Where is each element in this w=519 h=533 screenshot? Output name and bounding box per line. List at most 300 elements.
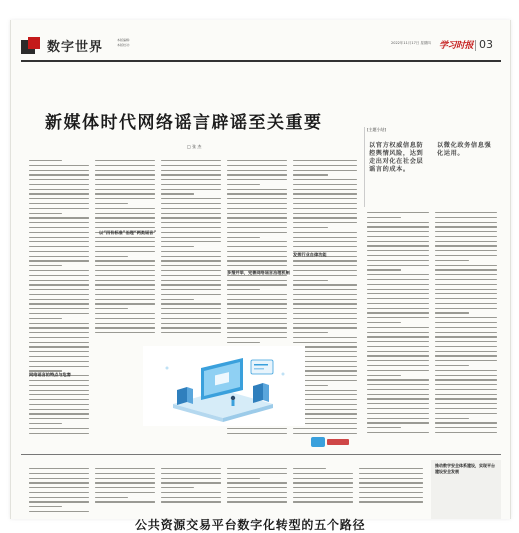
text-line	[29, 294, 89, 295]
text-line	[161, 232, 221, 233]
text-line	[95, 165, 155, 166]
text-line	[161, 289, 221, 290]
text-line	[435, 317, 497, 318]
text-line	[161, 208, 221, 209]
text-line	[435, 212, 497, 213]
text-line	[227, 265, 287, 266]
text-line	[435, 284, 497, 285]
text-line	[95, 198, 155, 199]
text-line	[227, 289, 260, 290]
text-line	[435, 308, 497, 309]
text-line	[95, 294, 155, 295]
text-line	[95, 270, 155, 271]
text-line	[367, 222, 429, 223]
text-line	[367, 293, 429, 294]
text-line	[29, 189, 89, 190]
text-line	[227, 323, 287, 324]
text-line	[293, 284, 357, 285]
text-line	[29, 366, 89, 367]
text-line	[161, 198, 221, 199]
text-line	[227, 208, 287, 209]
text-line	[161, 170, 221, 171]
text-line	[161, 299, 194, 300]
text-line	[161, 179, 221, 180]
text-line	[293, 318, 357, 319]
text-line	[367, 418, 429, 419]
text-line	[227, 232, 287, 233]
text-line	[367, 245, 429, 246]
text-line	[95, 299, 155, 300]
text-line	[29, 356, 89, 357]
text-line	[29, 418, 89, 419]
text-line	[293, 497, 353, 498]
text-line	[227, 303, 287, 304]
text-line	[293, 179, 357, 180]
text-line	[293, 478, 353, 479]
text-line	[161, 313, 221, 314]
text-column-10	[161, 468, 221, 508]
text-line	[367, 317, 429, 318]
subhead-2: 以“四有标准”治理“两类谣言”	[99, 230, 157, 235]
text-line	[95, 184, 155, 185]
text-line	[367, 231, 429, 232]
text-line	[435, 217, 497, 218]
text-line	[367, 389, 429, 390]
text-line	[227, 280, 287, 281]
text-line	[29, 394, 89, 395]
text-line	[435, 279, 497, 280]
text-line	[367, 351, 429, 352]
text-line	[435, 255, 497, 256]
text-line	[227, 497, 287, 498]
text-line	[367, 308, 429, 309]
text-line	[95, 251, 155, 252]
text-line	[227, 318, 287, 319]
text-line	[367, 279, 429, 280]
text-line	[29, 184, 89, 185]
text-line	[29, 246, 89, 247]
text-line	[227, 478, 260, 479]
text-line	[161, 482, 221, 483]
second-article-headline: 公共资源交易平台数字化转型的五个路径	[135, 518, 366, 532]
text-line	[293, 313, 357, 314]
text-line	[95, 256, 128, 257]
text-line	[227, 179, 287, 180]
text-line	[367, 303, 429, 304]
text-line	[227, 241, 287, 242]
text-line	[435, 222, 497, 223]
text-line	[95, 313, 155, 314]
text-line	[29, 404, 89, 405]
text-line	[293, 468, 326, 469]
text-line	[29, 203, 89, 204]
text-line	[367, 289, 429, 290]
section-logo	[21, 36, 103, 55]
text-line	[29, 361, 89, 362]
text-line	[29, 241, 89, 242]
text-line	[29, 492, 89, 493]
text-line	[161, 160, 221, 161]
text-line	[227, 294, 287, 295]
text-line	[435, 370, 497, 371]
masthead	[21, 36, 501, 58]
text-line	[227, 482, 287, 483]
section-mark-icon	[21, 37, 43, 55]
text-line	[227, 213, 287, 214]
text-line	[367, 375, 401, 376]
issue-date: 2022年11月17日 星期四	[391, 41, 431, 45]
text-line	[435, 355, 497, 356]
text-line	[227, 227, 287, 228]
text-line	[227, 251, 287, 252]
text-line	[95, 501, 155, 502]
text-column-1	[29, 160, 89, 440]
text-line	[435, 384, 497, 385]
text-column-9	[95, 468, 155, 508]
text-line	[367, 322, 401, 323]
text-line	[161, 294, 221, 295]
text-line	[95, 289, 155, 290]
text-line	[95, 260, 155, 261]
text-line	[29, 497, 89, 498]
text-line	[227, 487, 287, 488]
text-line	[95, 323, 155, 324]
text-line	[161, 303, 221, 304]
text-line	[161, 501, 221, 502]
text-line	[227, 184, 260, 185]
text-line	[227, 189, 287, 190]
text-line	[29, 299, 89, 300]
text-line	[367, 341, 429, 342]
text-line	[95, 170, 155, 171]
text-line	[293, 213, 357, 214]
text-line	[293, 487, 353, 488]
text-line	[161, 478, 221, 479]
text-line	[29, 237, 89, 238]
text-line	[367, 398, 429, 399]
text-line	[95, 213, 155, 214]
text-line	[161, 260, 221, 261]
text-line	[227, 468, 287, 469]
text-line	[435, 332, 497, 333]
section-title: 数字世界	[47, 40, 104, 55]
text-line	[29, 260, 89, 261]
text-line	[367, 260, 429, 261]
text-line	[227, 174, 287, 175]
text-line	[227, 313, 287, 314]
text-line	[29, 289, 89, 290]
text-line	[227, 327, 287, 328]
text-line	[227, 237, 260, 238]
text-line	[227, 203, 287, 204]
text-line	[95, 160, 155, 161]
text-line	[95, 193, 155, 194]
text-line	[359, 482, 423, 483]
text-column-11	[227, 468, 287, 508]
text-line	[29, 165, 89, 166]
text-line	[435, 375, 497, 376]
text-line	[435, 360, 497, 361]
text-line	[161, 323, 221, 324]
text-line	[29, 318, 62, 319]
text-line	[227, 217, 287, 218]
text-line	[435, 236, 497, 237]
text-line	[95, 275, 155, 276]
text-line	[29, 342, 89, 343]
text-line	[29, 179, 89, 180]
text-line	[161, 473, 221, 474]
text-line	[161, 213, 221, 214]
text-line	[29, 198, 89, 199]
text-line	[227, 332, 287, 333]
text-line	[29, 308, 89, 309]
text-line	[29, 482, 89, 483]
text-line	[29, 327, 89, 328]
text-line	[367, 379, 429, 380]
sidebar-title: 推动数字安全体系建设，实现平台建设安全发展	[435, 463, 495, 474]
text-line	[95, 473, 155, 474]
text-line	[293, 270, 357, 271]
article-headline: 新媒体时代网络谣言辟谣至关重要	[45, 113, 323, 133]
masthead-rule	[21, 60, 501, 62]
text-line	[435, 226, 497, 227]
text-line	[367, 365, 429, 366]
text-line	[161, 256, 221, 257]
text-line	[29, 208, 89, 209]
quote-label: [主题小结]	[367, 127, 387, 132]
text-line	[293, 337, 357, 338]
text-line	[95, 241, 155, 242]
text-line	[95, 203, 128, 204]
text-line	[293, 492, 353, 493]
text-line	[95, 208, 155, 209]
text-line	[367, 336, 429, 337]
text-line	[367, 332, 429, 333]
text-line	[29, 275, 89, 276]
text-line	[161, 237, 221, 238]
text-line	[161, 203, 221, 204]
text-line	[435, 389, 497, 390]
text-line	[95, 332, 155, 333]
text-line	[435, 365, 469, 366]
pull-quote-left: 以官方权威信息防控舆情风险，达到走出对化在社会层谣言的成本。	[369, 142, 424, 173]
text-line	[293, 299, 357, 300]
article-byline: □ 张 杰	[187, 144, 202, 149]
text-line	[367, 226, 429, 227]
text-line	[359, 492, 423, 493]
text-line	[367, 355, 429, 356]
text-line	[435, 312, 469, 313]
text-line	[29, 511, 89, 512]
text-line	[29, 428, 89, 429]
text-line	[293, 193, 357, 194]
text-line	[29, 487, 89, 488]
text-line	[227, 170, 287, 171]
text-line	[367, 269, 401, 270]
text-line	[435, 289, 497, 290]
text-line	[29, 232, 89, 233]
text-line	[227, 337, 287, 338]
text-line	[293, 217, 357, 218]
text-column-8	[29, 468, 89, 518]
text-line	[161, 275, 221, 276]
text-line	[367, 346, 429, 347]
text-line	[435, 398, 497, 399]
text-line	[95, 179, 155, 180]
text-line	[95, 478, 155, 479]
text-line	[29, 478, 89, 479]
text-line	[435, 346, 497, 347]
text-line	[29, 390, 89, 391]
text-line	[367, 384, 429, 385]
text-line	[367, 284, 429, 285]
text-line	[435, 351, 497, 352]
text-line	[367, 422, 429, 423]
text-line	[95, 217, 155, 218]
text-line	[293, 294, 357, 295]
quote-divider	[364, 127, 365, 207]
text-line	[227, 342, 260, 343]
text-line	[227, 256, 287, 257]
text-line	[29, 174, 89, 175]
text-line	[29, 409, 89, 410]
text-line	[367, 403, 429, 404]
text-line	[95, 222, 155, 223]
text-line	[359, 468, 423, 469]
text-line	[293, 227, 328, 228]
text-line	[29, 351, 89, 352]
text-line	[435, 394, 497, 395]
text-line	[161, 241, 221, 242]
text-line	[367, 360, 429, 361]
text-line	[95, 174, 155, 175]
text-line	[29, 468, 89, 469]
text-line	[227, 160, 287, 161]
text-line	[435, 274, 497, 275]
text-line	[161, 327, 221, 328]
text-line	[367, 427, 401, 428]
text-line	[435, 250, 497, 251]
text-line	[29, 280, 89, 281]
pull-quote-right: 以微化政务信息强化运用。	[437, 142, 492, 157]
text-line	[161, 468, 221, 469]
text-line	[293, 327, 357, 328]
text-line	[435, 408, 497, 409]
text-line	[293, 332, 328, 333]
proofreader-line: 本版校对：	[117, 43, 133, 47]
text-line	[359, 473, 423, 474]
text-line	[95, 318, 155, 319]
editor-info	[117, 38, 207, 48]
text-line	[161, 251, 221, 252]
text-line	[95, 227, 155, 228]
text-line	[293, 289, 357, 290]
text-line	[95, 468, 155, 469]
text-line	[29, 160, 62, 161]
text-line	[227, 473, 287, 474]
text-line	[293, 323, 357, 324]
text-line	[29, 251, 89, 252]
text-line	[95, 487, 155, 488]
text-line	[29, 213, 62, 214]
text-line	[367, 370, 429, 371]
text-line	[435, 293, 497, 294]
text-line	[435, 298, 497, 299]
subhead-3: 多措并举，完善网络谣言治理机制	[227, 270, 290, 275]
text-line	[29, 323, 89, 324]
text-line	[293, 174, 328, 175]
text-line	[95, 189, 155, 190]
text-line	[161, 497, 221, 498]
text-line	[435, 245, 497, 246]
text-line	[293, 198, 357, 199]
text-line	[435, 303, 497, 304]
text-line	[293, 208, 357, 209]
text-line	[435, 403, 497, 404]
text-line	[293, 428, 357, 429]
text-line	[227, 308, 287, 309]
text-column-12	[293, 468, 353, 508]
text-line	[161, 165, 221, 166]
text-line	[29, 222, 89, 223]
text-line	[227, 433, 287, 434]
text-line	[367, 327, 429, 328]
text-line	[293, 237, 357, 238]
text-line	[435, 336, 497, 337]
text-line	[227, 246, 287, 247]
text-column-3	[161, 160, 221, 340]
text-line	[293, 308, 357, 309]
text-line	[435, 231, 497, 232]
text-line	[29, 380, 89, 381]
text-line	[161, 246, 194, 247]
text-line	[293, 241, 357, 242]
text-line	[359, 497, 423, 498]
text-line	[227, 193, 287, 194]
text-line	[293, 222, 357, 223]
text-line	[293, 275, 357, 276]
text-line	[29, 385, 89, 386]
subhead-4: 发挥行业自律功能	[293, 252, 327, 257]
text-line	[227, 260, 287, 261]
text-line	[367, 312, 429, 313]
text-line	[29, 501, 89, 502]
text-line	[29, 303, 89, 304]
text-line	[161, 318, 221, 319]
text-line	[95, 284, 155, 285]
text-line	[293, 170, 357, 171]
text-line	[435, 341, 497, 342]
text-line	[29, 399, 89, 400]
text-line	[367, 394, 429, 395]
text-line	[435, 418, 469, 419]
text-line	[293, 501, 353, 502]
text-line	[435, 432, 497, 433]
text-line	[293, 189, 357, 190]
text-line	[161, 193, 194, 194]
text-line	[161, 184, 221, 185]
text-column-13	[359, 468, 423, 508]
text-line	[29, 423, 62, 424]
text-line	[367, 432, 429, 433]
text-line	[293, 265, 357, 266]
text-line	[227, 165, 287, 166]
text-line	[227, 492, 287, 493]
text-line	[95, 246, 155, 247]
text-line	[95, 497, 128, 498]
page-number: 03	[479, 38, 493, 51]
text-line	[359, 478, 423, 479]
